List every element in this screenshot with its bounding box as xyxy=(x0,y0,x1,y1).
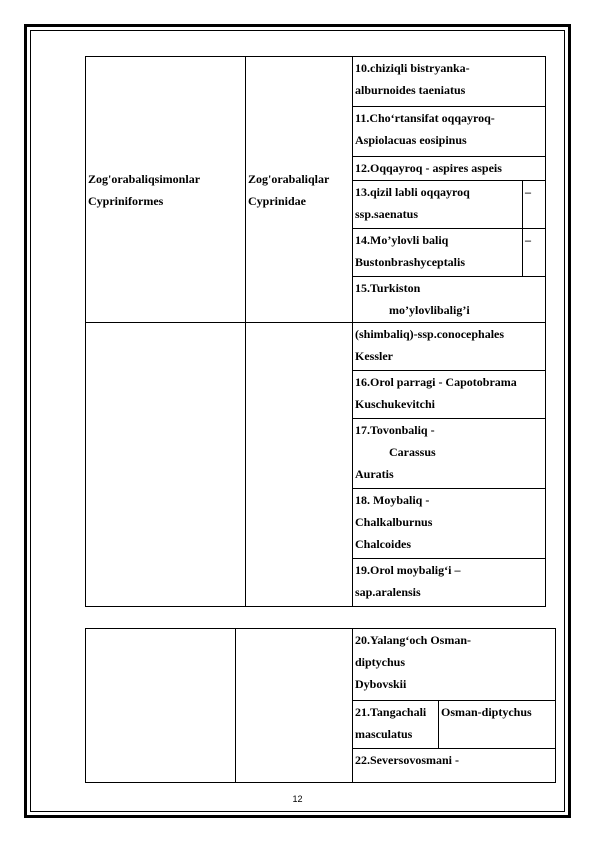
species-15 xyxy=(353,277,546,323)
species-21-latin xyxy=(439,701,556,749)
family-cell xyxy=(246,57,353,323)
species-line: 11.Cho‘rtansifat oqqayroq- xyxy=(355,111,495,125)
species-line: Auratis xyxy=(355,467,394,481)
species-15b xyxy=(353,323,546,371)
fish-table-2 xyxy=(85,628,556,783)
species-line: 21.Tangachali xyxy=(355,705,427,719)
species-line: Osman-diptychus xyxy=(441,705,532,719)
species-line: Chalkalburnus xyxy=(355,515,433,529)
species-line: 20.Yalang‘och Osman- xyxy=(355,633,472,647)
dash-text: – xyxy=(525,185,531,199)
dash-cell xyxy=(523,229,546,277)
order-cell xyxy=(86,57,246,323)
species-line: Chalcoides xyxy=(355,537,412,551)
species-line: Kessler xyxy=(355,349,393,363)
species-18 xyxy=(353,489,546,559)
species-20 xyxy=(353,629,556,701)
species-line: mo’ylovlibalig’i xyxy=(389,303,470,317)
family-latin: Cyprinidae xyxy=(248,193,307,208)
empty-family-cell xyxy=(246,323,353,607)
species-line: Carassus xyxy=(389,445,436,459)
species-21 xyxy=(353,701,439,749)
species-line: 12.Oqqayroq - aspires aspeis xyxy=(355,161,502,175)
family-name: Zog'orabaliqlar xyxy=(248,171,330,186)
species-line: 14.Mo’ylovli baliq xyxy=(355,233,449,247)
order-name: Zog'orabaliqsimonlar xyxy=(88,171,201,186)
species-10 xyxy=(353,57,546,107)
species-12 xyxy=(353,157,546,181)
species-13 xyxy=(353,181,523,229)
species-line: 17.Tovonbaliq - xyxy=(355,423,435,437)
species-line: sap.aralensis xyxy=(355,585,421,599)
species-line: 10.chiziqli bistryanka- xyxy=(355,61,470,75)
species-line: 16.Orol parragi - Capotobrama xyxy=(355,375,517,389)
species-16 xyxy=(353,371,546,419)
species-line: ssp.saenatus xyxy=(355,207,419,221)
species-line: 15.Turkiston xyxy=(355,281,421,295)
species-line: Dybovskii xyxy=(355,677,407,691)
species-19 xyxy=(353,559,546,607)
species-line: 18. Moybaliq - xyxy=(355,493,430,507)
dash-cell xyxy=(523,181,546,229)
species-line: Aspiolacuas eosipinus xyxy=(355,133,467,147)
species-11 xyxy=(353,107,546,157)
species-22 xyxy=(353,749,556,783)
species-17 xyxy=(353,419,546,489)
species-line: 13.qizil labli oqqayroq xyxy=(355,185,470,199)
species-line: diptychus xyxy=(355,655,406,669)
empty-family-cell-2 xyxy=(236,629,353,783)
fish-table-1 xyxy=(85,56,546,607)
species-line: (shimbaliq)-ssp.conocephales xyxy=(355,327,505,341)
species-line: Kuschukevitchi xyxy=(355,397,436,411)
species-14 xyxy=(353,229,523,277)
empty-order-cell xyxy=(86,323,246,607)
species-line: Bustonbrashyceptalis xyxy=(355,255,466,269)
order-latin: Cypriniformes xyxy=(88,193,164,208)
species-line: 22.Seversovosmani - xyxy=(355,753,459,767)
empty-order-cell-2 xyxy=(86,629,236,783)
species-line: alburnoides taeniatus xyxy=(355,83,466,97)
page-number: 12 xyxy=(292,794,303,804)
species-line: masculatus xyxy=(355,727,413,741)
species-line: 19.Orol moybalig‘i – xyxy=(355,563,461,577)
dash-text: – xyxy=(525,233,531,247)
